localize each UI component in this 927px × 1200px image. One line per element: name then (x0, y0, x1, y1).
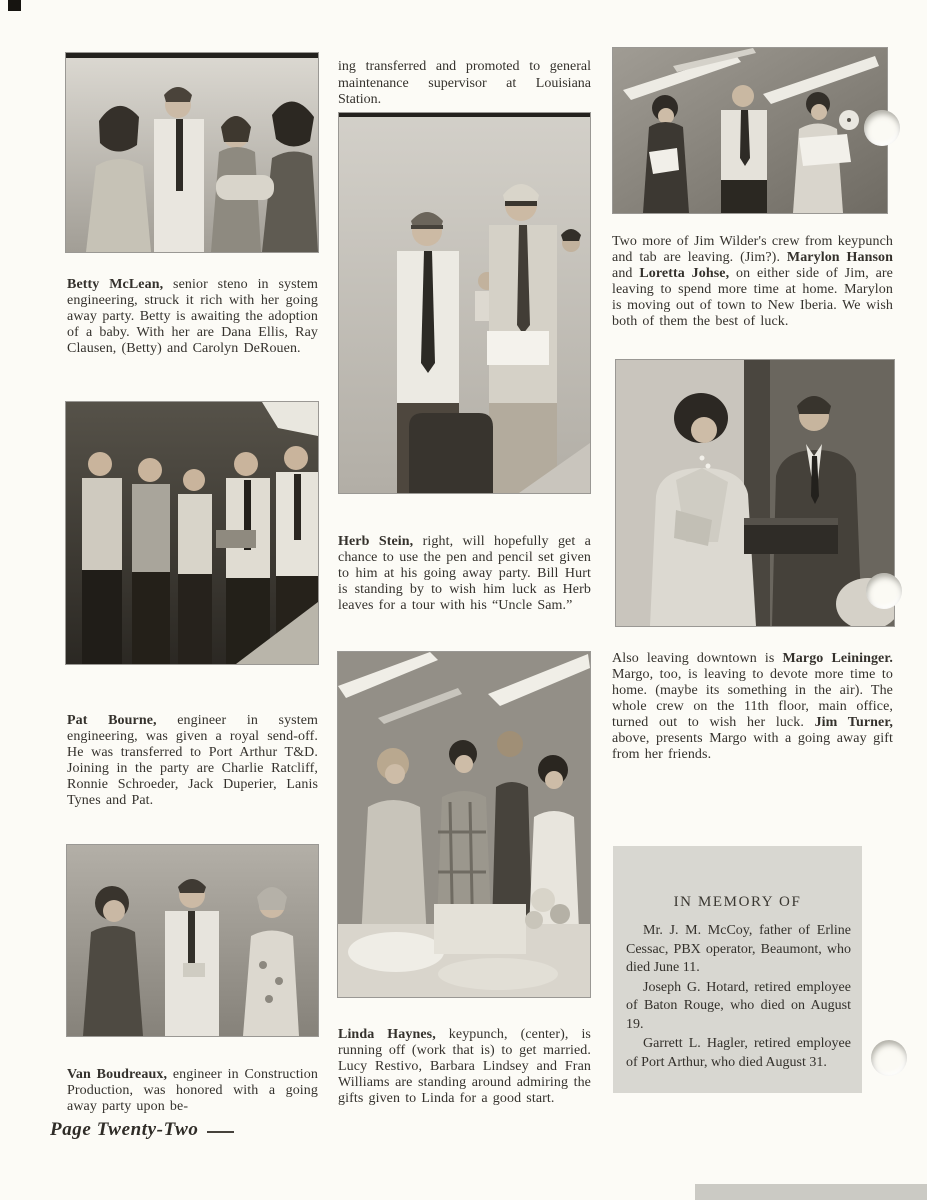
caption-margo-leininger (612, 651, 893, 763)
caption-betty-mclean (67, 277, 318, 357)
caption-segment: Van Boudreaux, (67, 1067, 168, 1082)
caption-segment: Jim Turner, (814, 715, 893, 730)
caption-segment: and (612, 266, 640, 281)
hole-punch-middle (866, 573, 902, 609)
photo-jim-wilder-crew (613, 48, 887, 213)
caption-pat-bourne (67, 713, 318, 809)
memory-entry-hotard: Joseph G. Hotard, retired employee of Baton Rouge, who died on August 19. (626, 979, 851, 1032)
photo-margo-leininger (616, 360, 894, 626)
caption-segment: Betty McLean, (67, 277, 164, 292)
photo-herb-stein (339, 113, 590, 493)
photo-van-boudreaux (67, 845, 318, 1036)
caption-segment: engineer in system engineering, was given a royal send-off. He was transferred to Port Arthur T&D. Joining in the party are Charlie Ratcliff, Ronnie Schroeder, Jack Duperier, Lanis Tynes and Pat. (67, 713, 319, 808)
caption-segment: Pat Bourne, (67, 713, 157, 728)
photo-herb-stein-image (339, 113, 590, 493)
photo-linda-haynes (338, 652, 590, 997)
caption-segment: Also leaving downtown is (612, 651, 783, 666)
photo-jim-wilder-crew-image (613, 48, 887, 213)
caption-segment: Margo, too, is leaving to devote more time to home. (maybe its something in the air). The whole crew on the 11th floor, main office, turned out to wish her luck. (612, 667, 893, 730)
caption-segment: senior steno in system engineering, struck it rich with her going away party. Betty is awaiting the adoption of a baby. With her are Dana Ellis, Ray Clausen, (Betty) and Carolyn DeRouen. (67, 277, 318, 356)
caption-segment: right, will hopefully get a chance to use the pen and pencil set given to him at his going away party. Bill Hurt is standing by to wish him luck as Herb leaves for a tour with his “Uncle Sam.” (338, 534, 592, 613)
caption-segment: keypunch, (center), is running off (work that is) to get married. Lucy Restivo, Barbara Lindsey and Fran Williams are standing around admiring the gifts given to Linda for a good start. (338, 1027, 591, 1106)
memory-entry-mccoy: Mr. J. M. McCoy, father of Erline Cessac, PBX operator, Beaumont, who died June 11. (626, 923, 851, 975)
photo-linda-haynes-image (338, 652, 590, 997)
in-memory-of-title: IN MEMORY OF (673, 894, 802, 910)
photo-betty-mclean-image (66, 53, 318, 252)
page-number (50, 1119, 234, 1141)
caption-segment: Loretta Johse, (639, 266, 730, 281)
photo-pat-bourne (66, 402, 318, 664)
hole-punch-bottom (871, 1040, 907, 1076)
caption-linda-haynes (338, 1027, 591, 1107)
caption-segment: Two more of Jim Wilder's crew from keypunch and tab are leaving. (Jim?). (612, 234, 893, 265)
caption-segment: Herb Stein, (338, 534, 414, 549)
caption-segment: Margo Leininger. (782, 651, 894, 666)
in-memory-of-box (613, 846, 862, 1093)
caption-herb-stein (338, 534, 591, 614)
page-number-label: Page Twenty-Two (50, 1119, 199, 1140)
hole-punch-top (864, 110, 900, 146)
caption-segment: Linda Haynes, (338, 1027, 436, 1042)
caption-segment: on either side of Jim, are leaving to spend more time at home. Marylon is moving out of town to New Iberia. We wish both of them the best of luck. (612, 266, 893, 329)
footer-rule (207, 1131, 234, 1134)
scan-edge-shadow (695, 1184, 927, 1200)
caption-segment: Marylon Hanson (786, 250, 894, 265)
van-caption-continuation: ing transferred and promoted to general maintenance supervisor at Louisiana Station. (338, 59, 591, 107)
photo-margo-leininger-image (616, 360, 894, 626)
caption-jim-wilder-crew (612, 234, 893, 330)
photo-pat-bourne-image (66, 402, 318, 664)
registration-mark (8, 0, 21, 11)
caption-van-boudreaux (67, 1067, 318, 1115)
photo-betty-mclean (66, 53, 318, 252)
memory-entry-hagler: Garrett L. Hagler, retired employee of Port Arthur, who died August 31. (626, 1036, 851, 1070)
photo-van-boudreaux-image (67, 845, 318, 1036)
caption-segment: above, presents Margo with a going away gift from her friends. (612, 731, 893, 762)
caption-segment: engineer in Construction Production, was honored with a going away party upon be- (67, 1067, 318, 1114)
